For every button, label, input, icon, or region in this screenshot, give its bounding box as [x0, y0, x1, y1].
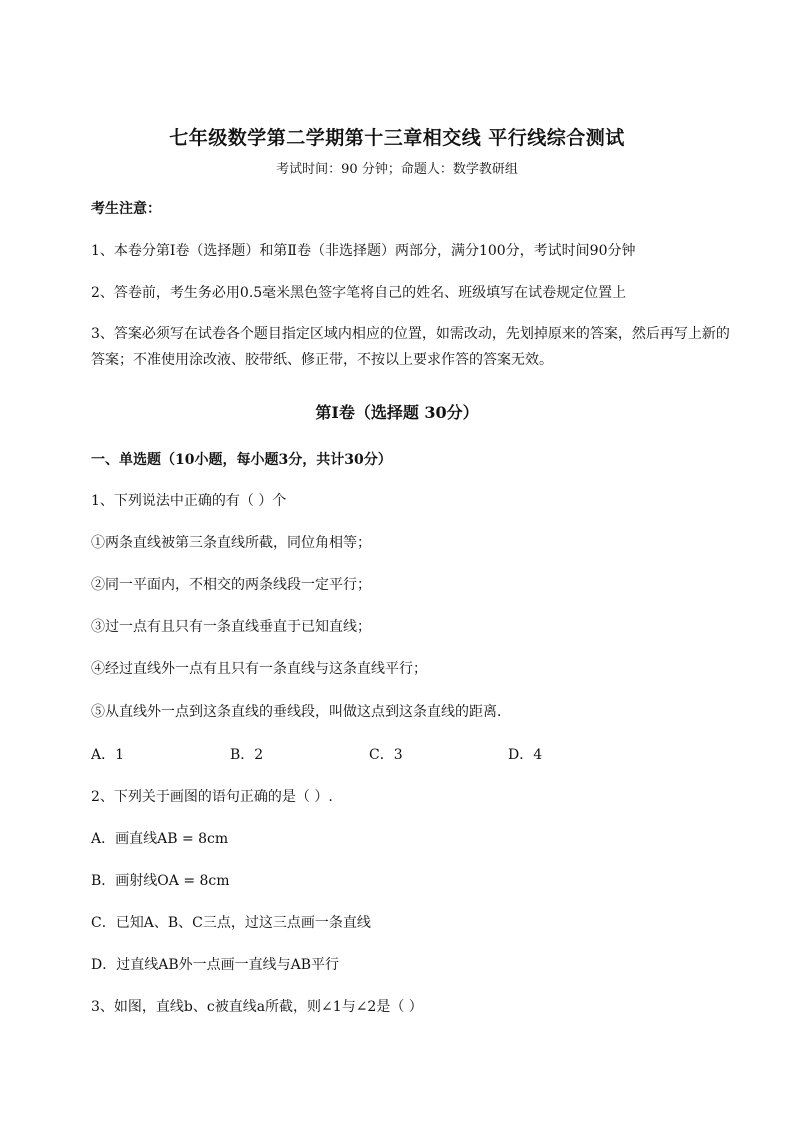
part-heading: 一、单选题（10小题，每小题3分，共计30分）	[91, 452, 392, 468]
q2-option-a: A．画直线AB = 8cm	[91, 831, 229, 847]
q1-option-c: C．3	[369, 747, 403, 763]
notes-heading: 考生注意：	[91, 201, 161, 217]
q1-stem: 1、下列说法中正确的有（ ）个	[91, 493, 287, 509]
q1-option-d: D．4	[508, 747, 543, 763]
q2-option-c: C．已知A、B、C三点，过这三点画一条直线	[91, 915, 371, 931]
note-item-3: 3、答案必须写在试卷各个题目指定区域内相应的位置，如需改动，先划掉原来的答案，然后再写上新的答案；不准使用涂改液、胶带纸、修正带，不按以上要求作答的答案无效。	[91, 326, 730, 368]
q1-option-a: A．1	[91, 747, 125, 763]
q1-statement-1: ①两条直线被第三条直线所截，同位角相等；	[91, 535, 371, 551]
q1-statement-5: ⑤从直线外一点到这条直线的垂线段，叫做这点到这条直线的距离．	[91, 704, 511, 720]
q2-option-d: D．过直线AB外一点画一直线与AB平行	[91, 957, 340, 973]
note-item-1: 1、本卷分第Ⅰ卷（选择题）和第Ⅱ卷（非选择题）两部分，满分100分，考试时间90分钟	[91, 243, 636, 259]
q3-stem: 3、如图，直线b、c被直线a所截，则∠1与∠2是（ ）	[91, 999, 423, 1015]
section-title: 第Ⅰ卷（选择题 30分）	[315, 403, 479, 422]
q2-option-b: B．画射线OA = 8cm	[91, 873, 230, 889]
exam-title: 七年级数学第二学期第十三章相交线 平行线综合测试	[169, 127, 625, 149]
note-item-2: 2、答卷前，考生务必用0.5毫米黑色签字笔将自己的姓名、班级填写在试卷规定位置上	[91, 285, 627, 301]
q2-stem: 2、下列关于画图的语句正确的是（ ）.	[91, 789, 333, 805]
exam-subtitle: 考试时间：90 分钟；命题人：数学教研组	[276, 162, 518, 177]
q1-option-b: B．2	[230, 747, 264, 763]
q1-statement-2: ②同一平面内，不相交的两条线段一定平行；	[91, 577, 371, 593]
q1-statement-4: ④经过直线外一点有且只有一条直线与这条直线平行；	[91, 661, 427, 677]
q1-statement-3: ③过一点有且只有一条直线垂直于已知直线；	[91, 619, 371, 635]
